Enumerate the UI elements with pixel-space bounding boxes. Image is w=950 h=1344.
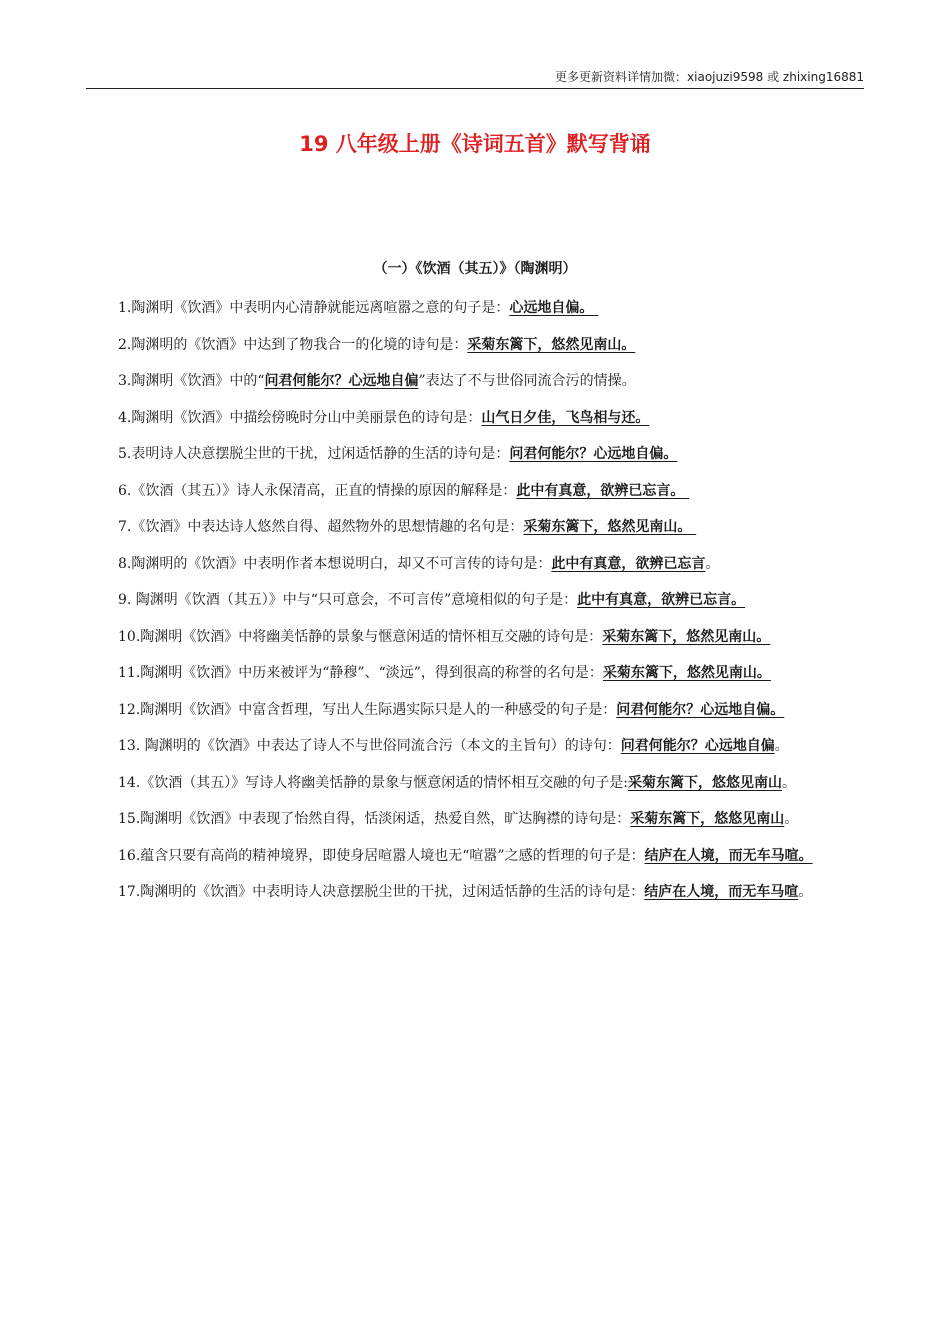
trailing-text: 。: [781, 774, 796, 791]
list-item: [86, 728, 864, 765]
list-item: [86, 655, 864, 692]
trailing-text: ”表达了不与世俗同流合污的情操。: [418, 373, 636, 389]
question-text: 8.陶渊明的《饮酒》中表明作者本想说明白，却又不可言传的诗句是：: [118, 555, 552, 572]
trailing-text: 。: [798, 884, 813, 900]
answer-text: 采菊东篱下，悠悠见南山: [627, 774, 782, 791]
list-item: [86, 290, 864, 327]
question-list: [86, 290, 864, 911]
section-title: （一）《饮酒（其五）》（陶渊明）: [373, 261, 577, 277]
list-item: [86, 692, 864, 729]
answer-text: 此中有真意，欲辨已忘言。: [516, 482, 690, 499]
question-text: 11.陶渊明《饮酒》中历来被评为“静穆”、“淡远”，得到很高的称誉的名句是：: [118, 665, 603, 681]
list-item: [86, 619, 864, 656]
list-item: [86, 473, 864, 510]
answer-text: 此中有真意，欲辨已忘言: [551, 555, 706, 572]
list-item: [86, 363, 864, 400]
list-item: [86, 327, 864, 364]
list-item: [86, 765, 864, 802]
header-divider: [86, 88, 864, 89]
list-item: [86, 436, 864, 473]
answer-text: 采菊东篱下，悠然见南山。: [467, 336, 636, 353]
answer-text: 问君何能尔？心远地自偏。: [616, 701, 785, 718]
question-text: 1.陶渊明《饮酒》中表明内心清静就能远离喧嚣之意的句子是：: [118, 300, 510, 316]
answer-text: 采菊东篱下，悠然见南山。: [602, 665, 771, 681]
question-text: 13. 陶渊明的《饮酒》中表达了诗人不与世俗同流合污（本文的主旨句）的诗句：: [118, 738, 621, 754]
trailing-text: 。: [705, 555, 720, 572]
answer-text: 山气日夕佳，飞鸟相与还。: [481, 409, 650, 426]
question-text: 2.陶渊明的《饮酒》中达到了物我合一的化境的诗句是：: [118, 336, 468, 353]
answer-text: 问君何能尔？心远地自偏。: [509, 446, 678, 462]
question-text: 5.表明诗人决意摆脱尘世的干扰，过闲适恬静的生活的诗句是：: [118, 446, 510, 462]
list-item: [86, 838, 864, 875]
page-header: 更多更新资料详情加微：xiaojuzi9598 或 zhixing16881: [555, 70, 864, 84]
question-text: 12.陶渊明《饮酒》中富含哲理，写出人生际遇实际只是人的一种感受的句子是：: [118, 701, 617, 718]
page-title: 19 八年级上册《诗词五首》默写背诵: [299, 132, 651, 156]
answer-text: 采菊东篱下，悠然见南山。: [602, 628, 771, 645]
question-text: 10.陶渊明《饮酒》中将幽美恬静的景象与惬意闲适的情怀相互交融的诗句是：: [118, 628, 603, 645]
answer-text: 结庐在人境，而无车马喧: [644, 884, 799, 900]
list-item: [86, 400, 864, 437]
trailing-text: 。: [784, 811, 799, 827]
question-text: 17.陶渊明的《饮酒》中表明诗人决意摆脱尘世的干扰，过闲适恬静的生活的诗句是：: [118, 884, 645, 900]
question-text: 4.陶渊明《饮酒》中描绘傍晚时分山中美丽景色的诗句是：: [118, 409, 482, 426]
list-item: [86, 546, 864, 583]
question-text: 9. 陶渊明《饮酒（其五）》中与“只可意会，不可言传”意境相似的句子是：: [118, 592, 578, 608]
answer-text: 问君何能尔？心远地自偏: [264, 373, 419, 389]
question-text: 14.《饮酒（其五）》写诗人将幽美恬静的景象与惬意闲适的情怀相互交融的句子是:: [118, 774, 628, 791]
list-item: [86, 801, 864, 838]
list-item: [86, 874, 864, 911]
question-text: 6.《饮酒（其五）》诗人永保清高，正直的情操的原因的解释是：: [118, 482, 517, 499]
question-text: 16.蕴含只要有高尚的精神境界，即使身居喧嚣人境也无“喧嚣”之感的哲理的句子是：: [118, 847, 645, 864]
answer-text: 采菊东篱下，悠悠见南山: [630, 811, 785, 827]
answer-text: 采菊东篱下，悠然见南山。: [523, 519, 697, 535]
question-text: 15.陶渊明《饮酒》中表现了怡然自得，恬淡闲适，热爱自然，旷达胸襟的诗句是：: [118, 811, 631, 827]
answer-text: 此中有真意，欲辨已忘言。: [577, 592, 746, 608]
list-item: [86, 582, 864, 619]
list-item: [86, 509, 864, 546]
trailing-text: 。: [774, 738, 789, 754]
answer-text: 心远地自偏。: [509, 300, 599, 316]
answer-text: 结庐在人境，而无车马喧。: [644, 847, 813, 864]
answer-text: 问君何能尔？心远地自偏: [620, 738, 775, 754]
question-text: 3.陶渊明《饮酒》中的“: [118, 373, 265, 389]
question-text: 7.《饮酒》中表达诗人悠然自得、超然物外的思想情趣的名句是：: [118, 519, 524, 535]
